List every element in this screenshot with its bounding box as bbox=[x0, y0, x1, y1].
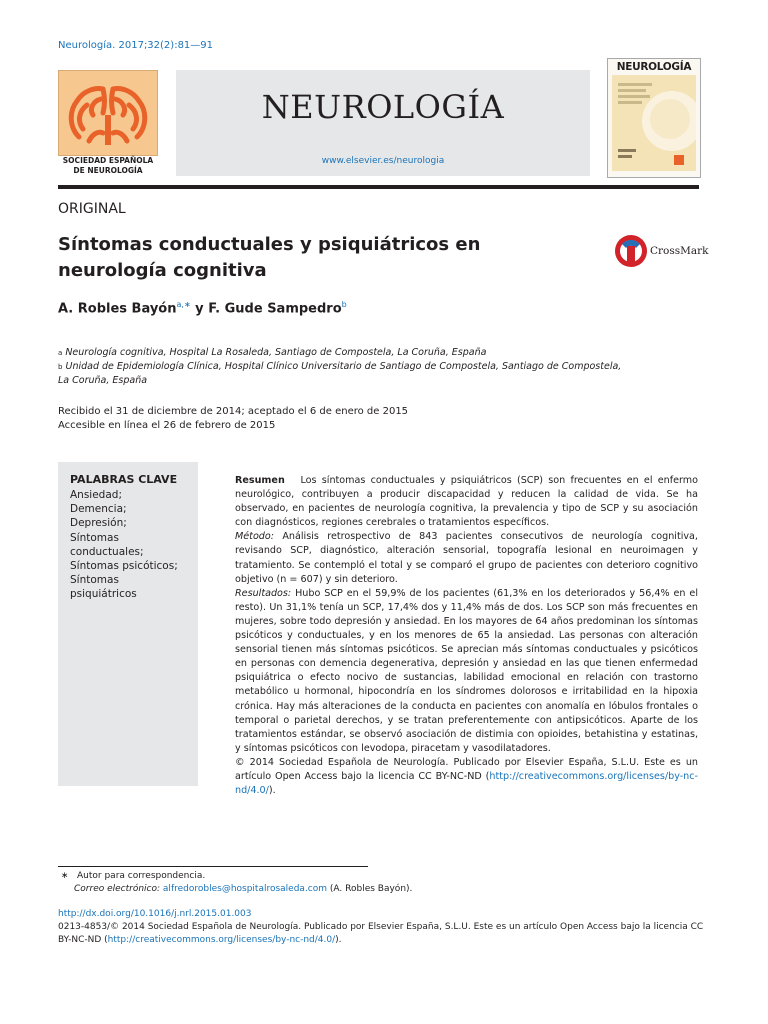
article-title bbox=[58, 232, 538, 284]
journal-title: NEUROLOGÍA bbox=[261, 88, 505, 126]
keywords-heading: PALABRAS CLAVE bbox=[70, 473, 178, 486]
article-dates bbox=[58, 405, 408, 433]
copyright-end: ). bbox=[268, 785, 276, 797]
footnote-divider bbox=[58, 866, 368, 867]
affiliation-b bbox=[58, 360, 698, 374]
email-label: Correo electrónico: bbox=[74, 884, 161, 894]
article-footer bbox=[58, 908, 704, 947]
resultados-label: Resultados: bbox=[235, 587, 292, 599]
corresponding-author-note bbox=[58, 870, 412, 883]
keywords-box bbox=[58, 462, 198, 786]
doi-link[interactable]: http://dx.doi.org/10.1016/j.nrl.2015.01.003 bbox=[58, 909, 252, 919]
crossmark-icon bbox=[614, 234, 648, 268]
resultados-text: Hubo SCP en el 59,9% de los pacientes (61,3% en los deteriorados y 56,4% en el resto). Un 31,1% tenía un SCP, 17,4% dos y 11,4% más de dos. Los SCP son más frecuentes en mujeres, sobre todo depresión y ansiedad. En los mayores de 64 años predominan los síntomas psicóticos y conductuales, y en los menores de 65 la ansiedad. Las personas con alteración sensorial tienen más síntomas psicóticos. Se aprecian más síntomas conductuales y psicóticos en personas con demencia degenerativa, depresión y ansiedad en las que tienen enfermedad psiquiátrica o efecto nocivo de sustancias, labilidad emocional en relación con trastorno metabólico u hormonal, hipocondría en los síndromes dolorosos e irritabilidad en la hipoxia crónica. Hay más alteraciones de la conducta en pacientes con anomalía en lóbulos frontales o temporal o parietal derechos, y se tratan preferentemente con antipsicóticos. Aparte de los tratamientos estándar, se observó asociación de distimia con opioides, betahistina y estatinas, y síntomas psicóticos con levodopa, piracetam y vasodilatadores. bbox=[235, 587, 698, 754]
license-link[interactable]: http://creativecommons.org/licenses/by-nc-nd/4.0/ bbox=[235, 770, 698, 797]
license-text: 0213-4853/© 2014 Sociedad Española de Neurología. Publicado por Elsevier España, S.L.U. Este es un artículo Open Access bajo la licencia CC BY-NC-ND ( bbox=[58, 922, 704, 945]
society-name-line-2: DE NEUROLOGÍA bbox=[73, 166, 143, 175]
keyword-item: Síntomas bbox=[70, 574, 119, 587]
abstract-resultados bbox=[235, 587, 698, 756]
keyword-item: Depresión; bbox=[70, 517, 127, 530]
author-separator: y bbox=[190, 301, 209, 317]
abstract-metodo bbox=[235, 530, 698, 586]
affiliation-b-continued: La Coruña, España bbox=[58, 375, 148, 386]
keyword-item: Demencia; bbox=[70, 503, 127, 516]
author-list bbox=[58, 300, 347, 316]
affiliation-a bbox=[58, 346, 698, 360]
metodo-label: Método: bbox=[235, 531, 275, 543]
author-2: F. Gude Sampedro bbox=[208, 301, 342, 317]
metodo-text: Análisis retrospectivo de 843 pacientes consecutivos de neurología cognitiva, revisando SCP, diagnóstico, alteración sensorial, topografía lesional en neuroimagen y tratamiento. Se contempló el total y se comparó el grupo de pacientes con deterioro cognitivo objetivo (n = 607) y sin deterioro. bbox=[235, 531, 698, 585]
resumen-text: Los síntomas conductuales y psiquiátricos (SCP) son frecuentes en el enfermo neurológico, contribuyen a producir discapacidad y reducen la calidad de vida. Se ha observado, en pacientes de neurología cognitiva, la prevalencia y tipo de SCP y su asociación con diagnósticos, regiones cerebrales o tratamientos específicos. bbox=[235, 475, 698, 529]
journal-cover-image bbox=[607, 58, 701, 178]
copyright-text: © 2014 Sociedad Española de Neurología. Publicado por Elsevier España, S.L.U. Este es un artículo Open Access bajo la licencia CC BY-NC-ND ( bbox=[235, 756, 698, 782]
affiliation-a-mark: a bbox=[58, 349, 63, 357]
crossmark-label: CrossMark bbox=[650, 245, 709, 257]
received-date: Recibido el 31 de diciembre de 2014; aceptado el 6 de enero de 2015 bbox=[58, 406, 409, 417]
keyword-item: psiquiátricos bbox=[70, 588, 137, 601]
crossmark-badge[interactable] bbox=[614, 234, 709, 268]
cover-artwork bbox=[612, 75, 696, 171]
brain-logo-icon bbox=[58, 70, 158, 156]
affiliation-a-text: Neurología cognitiva, Hospital La Rosaleda, Santiago de Compostela, La Coruña, España bbox=[65, 347, 487, 358]
cover-title: NEUROLOGÍA bbox=[616, 61, 692, 73]
section-label: ORIGINAL bbox=[58, 201, 126, 217]
keyword-item: Síntomas psicóticos; bbox=[70, 560, 178, 573]
keyword-item: Ansiedad; bbox=[70, 489, 122, 501]
society-name bbox=[52, 156, 164, 176]
title-line-1: Síntomas conductuales y psiquiátricos en bbox=[58, 234, 481, 255]
footnote-mark: ∗ bbox=[60, 871, 69, 881]
keywords-list bbox=[70, 488, 194, 602]
email-owner: (A. Robles Bayón). bbox=[329, 884, 413, 894]
abstract-resumen bbox=[235, 474, 698, 530]
email-note bbox=[58, 883, 412, 896]
online-date: Accesible en línea el 26 de febrero de 2015 bbox=[58, 420, 276, 431]
email-link[interactable]: alfredorobles@hospitalrosaleda.com bbox=[162, 884, 328, 894]
journal-citation: Neurología. 2017;32(2):81—91 bbox=[58, 40, 214, 51]
affiliations bbox=[58, 346, 698, 388]
society-name-line-1: SOCIEDAD ESPAÑOLA bbox=[62, 156, 154, 165]
author-1: A. Robles Bayón bbox=[58, 301, 177, 317]
footnotes bbox=[58, 870, 412, 896]
license-end: ). bbox=[335, 935, 342, 945]
society-logo bbox=[58, 70, 158, 178]
affiliation-b-mark: b bbox=[58, 363, 63, 371]
keyword-item: conductuales; bbox=[70, 545, 144, 558]
license-statement bbox=[58, 921, 704, 947]
affiliation-b-text-1: Unidad de Epidemiología Clínica, Hospital Clínico Universitario de Santiago de Compostela, Santiago de Compostela, bbox=[65, 361, 622, 372]
abstract bbox=[235, 474, 698, 798]
header-divider bbox=[58, 185, 699, 189]
corresponding-author-text: Autor para correspondencia. bbox=[77, 871, 206, 881]
abstract-copyright bbox=[235, 756, 698, 798]
journal-url-link[interactable]: www.elsevier.es/neurologia bbox=[321, 156, 445, 166]
keyword-item: Síntomas bbox=[70, 531, 119, 544]
resumen-label: Resumen bbox=[235, 475, 285, 486]
title-line-2: neurología cognitiva bbox=[58, 260, 267, 281]
footer-license-link[interactable]: http://creativecommons.org/licenses/by-nc-nd/4.0/ bbox=[107, 935, 336, 945]
journal-banner bbox=[176, 70, 590, 176]
author-1-affiliation-mark[interactable]: a,∗ bbox=[176, 300, 191, 309]
author-2-affiliation-mark[interactable]: b bbox=[341, 300, 347, 309]
